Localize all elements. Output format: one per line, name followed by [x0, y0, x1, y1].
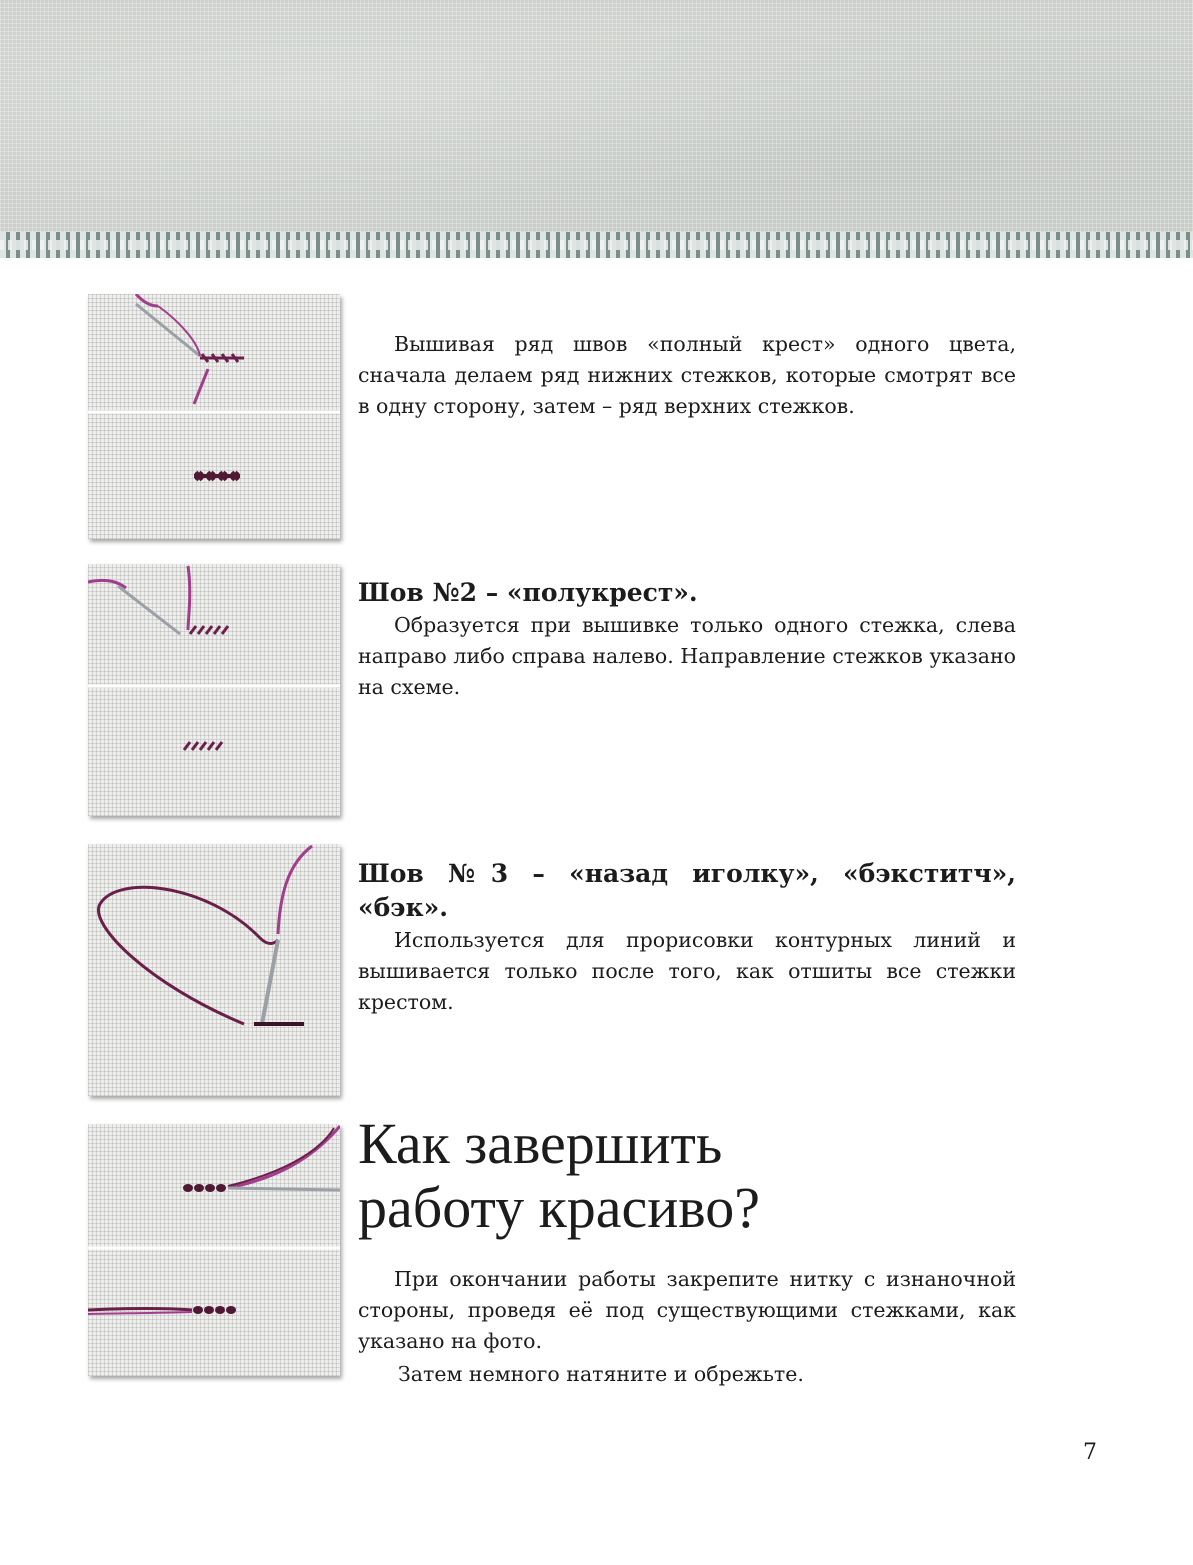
header-border-strip	[0, 232, 1193, 258]
photo-full-cross	[88, 294, 340, 539]
finishing-title-line2: работу красиво?	[358, 1175, 761, 1240]
finishing-paragraph-2: Затем немного натяните и обрежьте.	[398, 1362, 804, 1386]
section-full-cross-text	[358, 329, 1016, 422]
full-cross-paragraph: Вышивая ряд швов «полный крест» одного цвета, сначала делаем ряд нижних стежков, которые смотрят все в одну сторону, затем – ряд верхних стежков.	[358, 332, 1016, 418]
backstitch-heading: Шов №3 – «назад иголку», «бэкститч», «бэк».	[358, 859, 1016, 922]
half-cross-heading: Шов №2 – «полукрест».	[358, 578, 698, 607]
finishing-title-line1: Как завершить	[358, 1111, 723, 1176]
photo-backstitch	[88, 844, 340, 1096]
finishing-paragraph: При окончании работы закрепите нитку с изнаночной стороны, проведя её под существующими стежками, как указано на фото.	[358, 1267, 1016, 1353]
half-cross-paragraph: Образуется при вышивке только одного стежка, слева направо либо справа налево. Направление стежков указано на схеме.	[358, 613, 1016, 699]
finishing-title	[358, 1112, 760, 1240]
photo-half-cross	[88, 564, 340, 816]
section-half-cross-text	[358, 576, 1016, 703]
section-finishing-text	[358, 1264, 1016, 1390]
section-backstitch-text	[358, 857, 1016, 1018]
photo-finishing	[88, 1124, 340, 1376]
page-number: 7	[1083, 1440, 1097, 1465]
header-fabric-banner	[0, 0, 1193, 232]
backstitch-paragraph: Используется для прорисовки контурных линий и вышивается только после того, как отшиты все стежки крестом.	[358, 928, 1016, 1014]
